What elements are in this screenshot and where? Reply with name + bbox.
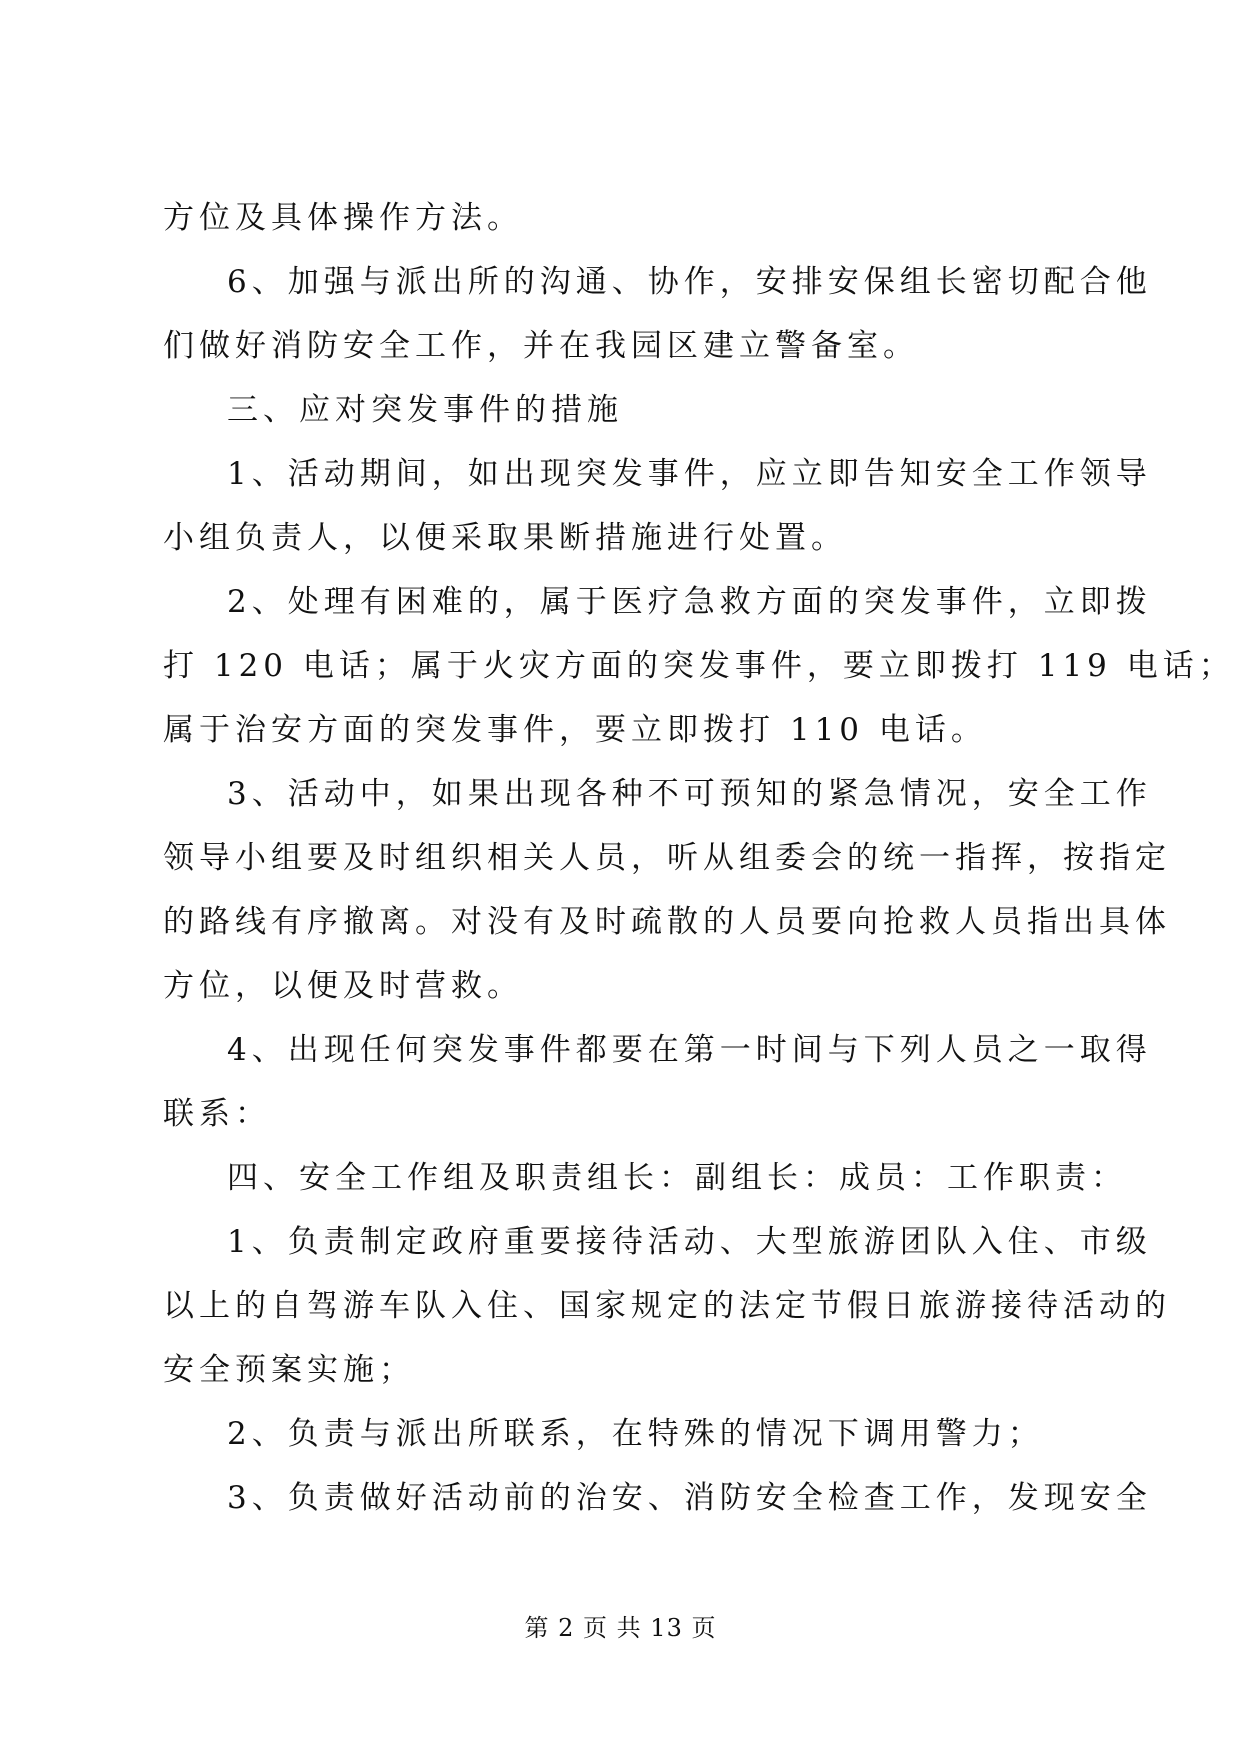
text-line: 6、加强与派出所的沟通、协作，安排安保组长密切配合他 [227,264,1152,300]
text-line: 以上的自驾游车队入住、国家规定的法定节假日旅游接待活动的 [163,1288,1171,1324]
text-line: 4、出现任何突发事件都要在第一时间与下列人员之一取得 [227,1032,1152,1068]
text-line: 联系： [163,1096,271,1132]
text-line: 的路线有序撤离。对没有及时疏散的人员要向抢救人员指出具体 [163,904,1171,940]
text-line: 3、负责做好活动前的治安、消防安全检查工作，发现安全 [227,1480,1152,1516]
page-footer: 第 2 页 共 13 页 [524,1614,717,1642]
text-line: 属于治安方面的突发事件，要立即拨打 110 电话。 [163,712,987,748]
text-line: 方位及具体操作方法。 [163,200,523,236]
text-line: 四、安全工作组及职责组长：副组长：成员：工作职责： [227,1160,1127,1196]
text-line: 打 120 电话；属于火灾方面的突发事件，要立即拨打 119 电话； [163,648,1235,684]
text-line: 三、应对突发事件的措施 [227,392,623,428]
body-text [163,198,1235,1542]
text-line: 安全预案实施； [163,1352,415,1388]
text-line: 小组负责人，以便采取果断措施进行处置。 [163,520,847,556]
text-line: 2、负责与派出所联系，在特殊的情况下调用警力； [227,1416,1044,1452]
text-line: 领导小组要及时组织相关人员，听从组委会的统一指挥，按指定 [163,840,1171,876]
text-line: 3、活动中，如果出现各种不可预知的紧急情况，安全工作 [227,776,1152,812]
text-line: 们做好消防安全工作，并在我园区建立警备室。 [163,328,919,364]
text-line: 1、负责制定政府重要接待活动、大型旅游团队入住、市级 [227,1224,1152,1260]
text-line: 方位，以便及时营救。 [163,968,523,1004]
text-line: 1、活动期间，如出现突发事件，应立即告知安全工作领导 [227,456,1152,492]
text-line: 2、处理有困难的，属于医疗急救方面的突发事件，立即拨 [227,584,1152,620]
